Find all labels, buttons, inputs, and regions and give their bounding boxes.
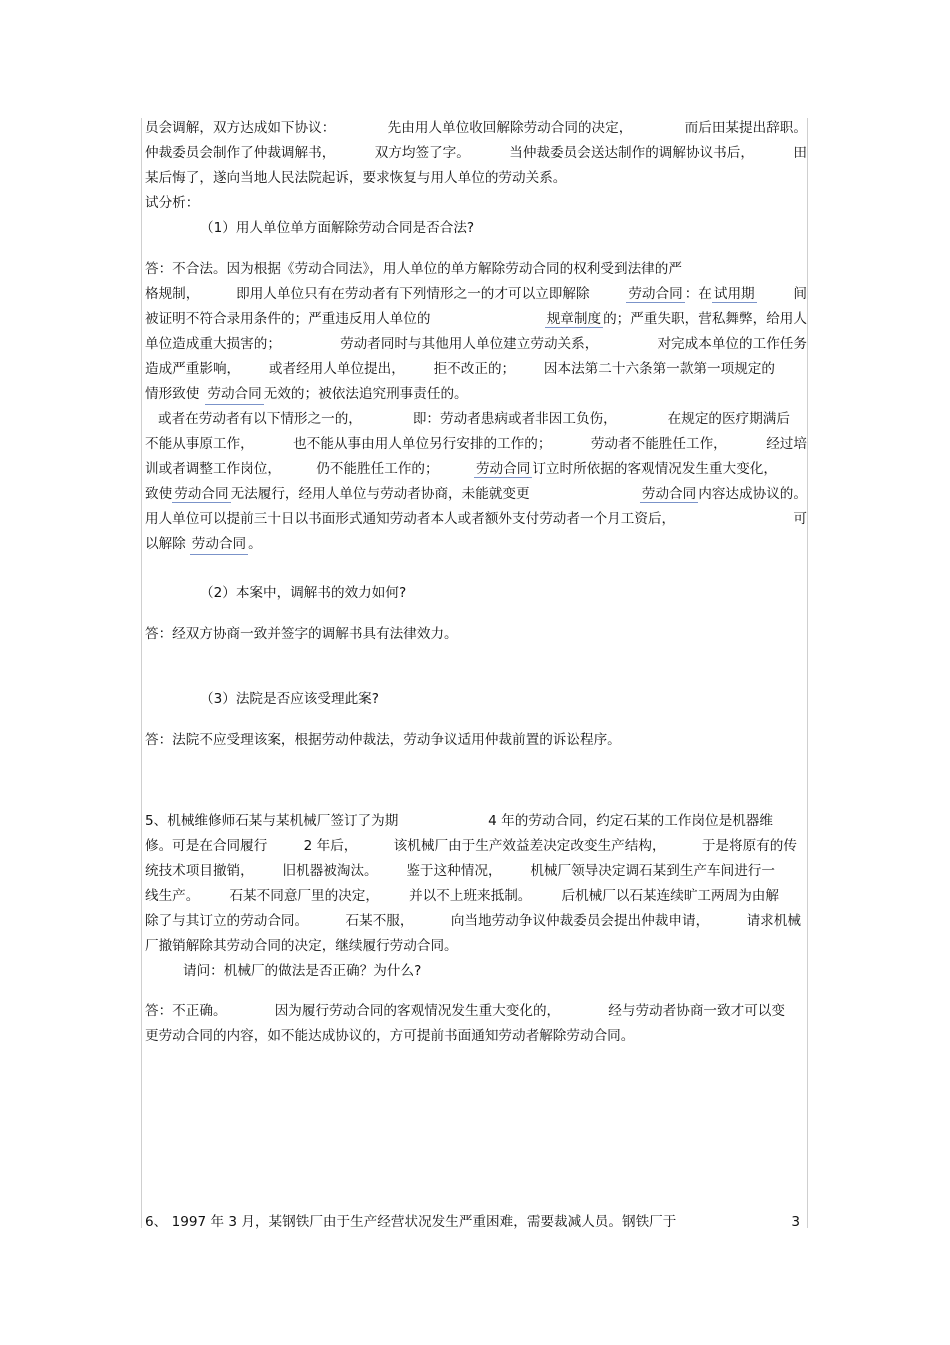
answer-1-line: 造成严重影响， 或者经用人单位提出， 拒不改正的； 因本法第二十六条第一款第一项规定的 (145, 361, 775, 377)
underlined-term: 劳动合同 (174, 486, 229, 502)
answer-1-line: 不能从事原工作， 也不能从事由用人单位另行安排的工作的； 劳动者不能胜任工作， 经过培 (145, 436, 807, 452)
case-5-answer: 答：不正确。 因为履行劳动合同的客观情况发生重大变化的， 经与劳动者协商一致才可以变 (145, 1003, 785, 1019)
answer-1-line: 或者在劳动者有以下情形之一的， 即：劳动者患病或者非因工负伤， 在规定的医疗期满后 (158, 411, 790, 427)
text-line: 试分析： (145, 195, 200, 211)
underlined-term: 试用期 (713, 286, 755, 302)
underlined-term: 劳动合同 (205, 383, 263, 405)
answer-1-line: 被证明不符合录用条件的；严重违反用人单位的 规章制度 的；严重失职，营私舞弊，给用人 (145, 311, 807, 327)
answer-1-line: 训或者调整工作岗位， 仍不能胜任工作的； 劳动合同 订立时所依据的客观情况发生重大变化， (145, 461, 777, 477)
case-5-line: 除了与其订立的劳动合同。 石某不服， 向当地劳动争议仲裁委员会提出仲裁申请， 请求机械 (145, 913, 801, 929)
underlined-term: 规章制度 (546, 311, 602, 327)
case-6-line: 6、 1997 年 3 月，某钢铁厂由于生产经营状况发生严重困难，需要裁减人员。钢铁厂于 3 (145, 1214, 800, 1230)
question-2: （2）本案中，调解书的效力如何? (200, 585, 407, 601)
answer-3: 答：法院不应受理该案，根据劳动仲裁法，劳动争议适用仲裁前置的诉讼程序。 (145, 732, 621, 748)
text-line: 仲裁委员会制作了仲裁调解书， 双方均签了字。 当仲裁委员会送达制作的调解协议书后， 田 (145, 145, 807, 161)
answer-1-line: 用人单位可以提前三十日以书面形式通知劳动者本人或者额外支付劳动者一个月工资后， 可 (145, 511, 807, 527)
question-1: （1）用人单位单方面解除劳动合同是否合法? (200, 220, 475, 236)
underlined-term: 劳动合同 (190, 533, 248, 555)
case-5-line: 线生产。 石某不同意厂里的决定， 并以不上班来抵制。 后机械厂以石某连续旷工两周为由解 (145, 888, 779, 904)
text-line: 员会调解，双方达成如下协议： 先由用人单位收回解除劳动合同的决定， 而后田某提出辞职。 (145, 120, 807, 136)
answer-2: 答：经双方协商一致并签字的调解书具有法律效力。 (145, 626, 458, 642)
case-5-line: 厂撤销解除其劳动合同的决定，继续履行劳动合同。 (145, 938, 458, 954)
answer-1-line: 格规制， 即用人单位只有在劳动者有下列情形之一的才可以立即解除 劳动合同 ：在 试用期 间 (145, 286, 807, 302)
case-5-answer: 更劳动合同的内容，如不能达成协议的，方可提前书面通知劳动者解除劳动合同。 (145, 1028, 635, 1044)
case-5-line: 5、机械维修师石某与某机械厂签订了为期 4 年的劳动合同，约定石某的工作岗位是机器维 (145, 813, 773, 829)
answer-1-line: 以解除 劳动合同 。 (145, 533, 807, 555)
underlined-term: 劳动合同 (641, 486, 697, 502)
case-5-question: 请问：机械厂的做法是否正确？为什么? (183, 963, 422, 979)
answer-1-line: 情形致使 劳动合同 无效的；被依法追究刑事责任的。 (145, 383, 807, 405)
answer-1-line: 答：不合法。因为根据《劳动合同法》，用人单位的单方解除劳动合同的权利受到法律的严 (145, 261, 682, 277)
answer-1-line: 单位造成重大损害的； 劳动者同时与其他用人单位建立劳动关系， 对完成本单位的工作任务 (145, 336, 807, 352)
case-5-line: 统技术项目撤销， 旧机器被淘汰。 鉴于这种情况， 机械厂领导决定调石某到生产车间进行一 (145, 863, 775, 879)
answer-1-line: 致使 劳动合同 无法履行，经用人单位与劳动者协商，未能就变更 劳动合同 内容达成协议的。 (145, 486, 807, 502)
underlined-term: 劳动合同 (475, 461, 531, 477)
underlined-term: 劳动合同 (628, 286, 683, 302)
case-5-line: 修。可是在合同履行 2 年后， 该机械厂由于生产效益差决定改变生产结构， 于是将原有的传 (145, 838, 797, 854)
question-3: （3）法院是否应该受理此案? (200, 691, 379, 707)
text-line: 某后悔了，遂向当地人民法院起诉，要求恢复与用人单位的劳动关系。 (145, 170, 567, 186)
